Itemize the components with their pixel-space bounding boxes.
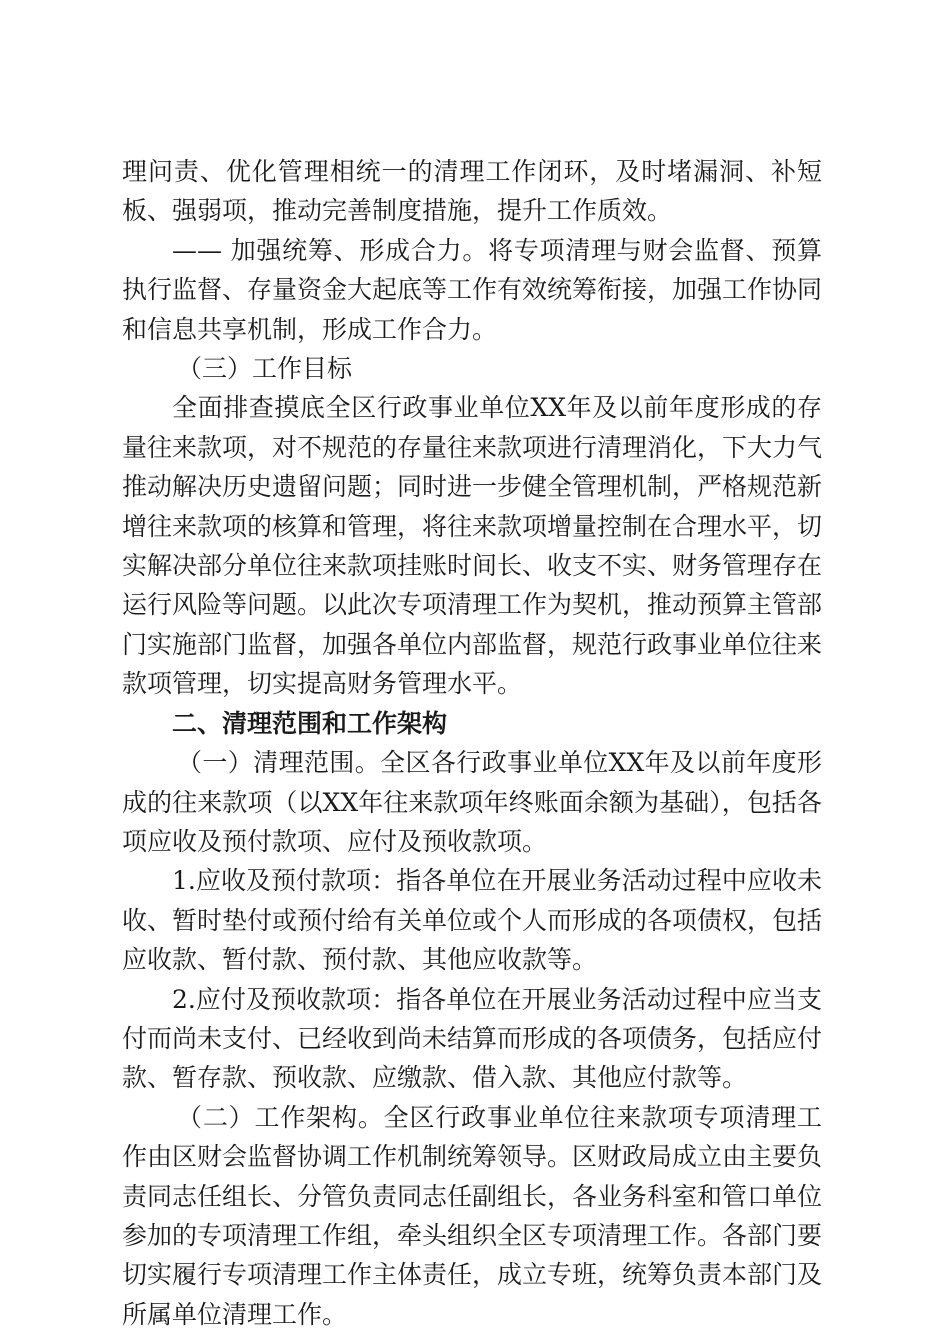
paragraph-scope: （一）清理范围。全区各行政事业单位XX年及以前年度形成的往来款项（以XX年往来款项年终账面余额为基础），包括各项应收及预付款项、应付及预收款项。: [122, 748, 822, 856]
paragraph-payables: 2.应付及预收款项：指各单位在开展业务活动过程中应当支付而尚未支付、已经收到尚未结算而形成的各项债务，包括应付款、暂存款、预收款、应缴款、借入款、其他应付款等。: [122, 984, 823, 1093]
paragraph-work-goals: 全面排查摸底全区行政事业单位XX年及以前年度形成的存量往来款项，对不规范的存量往来款项进行清理消化，下大力气推动解决历史遗留问题；同时进一步健全管理机制，严格规范新增往来款项的核算和管理，将往来款项增量控制在合理水平，切实解决部分单位往来款项挂账时间长、收支不实、财务管理存在运行风险等问题。以此次专项清理工作为契机，推动预算主管部门实施部门监督，加强各单位内部监督，规范行政事业单位往来款项管理，切实提高财务管理水平。: [122, 393, 823, 699]
document-body: [122, 152, 822, 1334]
paragraph-continuation: 理问责、优化管理相统一的清理工作闭环，及时堵漏洞、补短板、强弱项，推动完善制度措施，提升工作质效。: [122, 157, 822, 226]
paragraph-work-structure: （二）工作架构。全区行政事业单位往来款项专项清理工作由区财会监督协调工作机制统筹领导。区财政局成立由主要负责同志任组长、分管负责同志任副组长，各业务科室和管口单位参加的专项清理工作组，牵头组织全区专项清理工作。各部门要切实履行专项清理工作主体责任，成立专班，统筹负责本部门及所属单位清理工作。: [122, 1102, 823, 1329]
section-heading-scope-structure: 二、清理范围和工作架构: [172, 708, 448, 738]
section-heading-work-goals: （三）工作目标: [177, 354, 353, 384]
paragraph-coordination: —— 加强统筹、形成合力。将专项清理与财会监督、预算执行监督、存量资金大起底等工作有效统筹衔接，加强工作协同和信息共享机制，形成工作合力。: [122, 235, 823, 344]
paragraph-receivables: 1.应收及预付款项：指各单位在开展业务活动过程中应收未收、暂时垫付或预付给有关单位或个人而形成的各项债权，包括应收款、暂付款、预付款、其他应收款等。: [122, 866, 823, 975]
